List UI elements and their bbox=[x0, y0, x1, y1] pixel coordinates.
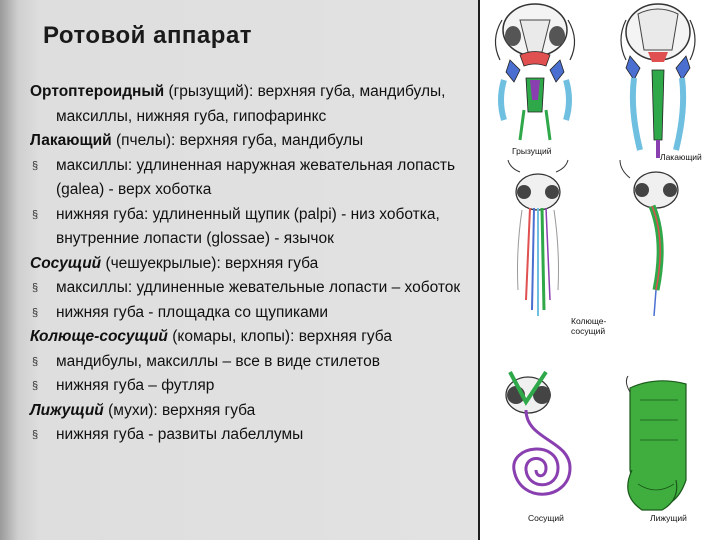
mouthpart-type-description: (мухи): верхняя губа bbox=[103, 401, 256, 419]
figures-panel bbox=[480, 0, 720, 540]
licking-mouthparts-figure bbox=[626, 376, 686, 510]
caption-licking: Лижущий bbox=[650, 513, 687, 523]
bullet-item bbox=[30, 203, 478, 252]
bullet-text: максиллы: удлиненная наружная жевательная лопасть (galea) - верх хоботка bbox=[56, 156, 456, 198]
bullet-text: нижняя губа – футляр bbox=[56, 377, 215, 394]
mouthpart-type-term: Ортоптероидный bbox=[30, 83, 165, 100]
mouthpart-type-3 bbox=[30, 325, 478, 350]
sucking-mouthparts-figure bbox=[506, 372, 570, 494]
mouthpart-type-description: (грызущий): верхняя губа, мандибулы, максиллы, нижняя губа, гипофаринкс bbox=[56, 83, 446, 125]
bullet-item bbox=[30, 154, 478, 203]
bullet-text: мандибулы, максиллы – все в виде стилетов bbox=[56, 352, 380, 370]
bullet-marker: § bbox=[32, 355, 39, 368]
mouthpart-type-description: (комары, клопы): верхняя губа bbox=[167, 328, 392, 345]
bullet-item bbox=[30, 301, 478, 326]
bullet-marker: § bbox=[32, 380, 39, 392]
mouthpart-type-term: Колюще-сосущий bbox=[30, 328, 168, 345]
slide-content bbox=[30, 80, 478, 448]
piercing-sucking-mouthparts-figure bbox=[508, 160, 678, 316]
mouthpart-type-0 bbox=[30, 80, 478, 129]
bullet-text: максиллы: удлиненные жевательные лопасти – хоботок bbox=[56, 279, 461, 296]
mouthpart-type-term: Лижущий bbox=[30, 401, 104, 419]
bullet-text: нижняя губа: удлиненный щупик (palpi) - низ хоботка, внутренние лопасти (glossae) - язычок bbox=[56, 205, 440, 247]
bullet-marker: § bbox=[32, 429, 39, 441]
bullet-text: нижняя губа - развиты лабеллумы bbox=[56, 426, 304, 443]
mouthpart-type-description: (пчелы): верхняя губа, мандибулы bbox=[111, 132, 364, 149]
bullet-item bbox=[30, 276, 478, 301]
caption-lapping: Лакающий bbox=[660, 152, 702, 162]
slide-title: Ротовой аппарат bbox=[43, 22, 253, 49]
bullet-marker: § bbox=[32, 282, 39, 294]
mouthpart-type-1 bbox=[30, 129, 478, 154]
caption-piercing-sucking: Колюще-сосущий bbox=[571, 316, 607, 336]
bullet-marker: § bbox=[32, 159, 39, 172]
caption-sucking: Сосущий bbox=[528, 513, 564, 523]
lapping-mouthparts-figure bbox=[621, 4, 695, 158]
chewing-mouthparts-figure bbox=[495, 4, 574, 140]
mouthpart-type-description: (чешуекрылые): верхняя губа bbox=[101, 254, 319, 272]
bullet-marker: § bbox=[32, 306, 39, 319]
bullet-marker: § bbox=[32, 208, 39, 221]
bullet-item bbox=[30, 423, 478, 448]
bullet-item bbox=[30, 350, 478, 375]
mouthpart-type-term: Сосущий bbox=[30, 254, 102, 272]
caption-chewing: Грызущий bbox=[512, 146, 552, 156]
mouthparts-illustrations bbox=[480, 0, 720, 540]
bullet-item bbox=[30, 374, 478, 399]
mouthpart-type-term: Лакающий bbox=[30, 132, 112, 149]
mouthpart-type-2 bbox=[30, 252, 478, 277]
bullet-text: нижняя губа - площадка со щупиками bbox=[56, 303, 329, 321]
mouthpart-type-4 bbox=[30, 399, 478, 424]
